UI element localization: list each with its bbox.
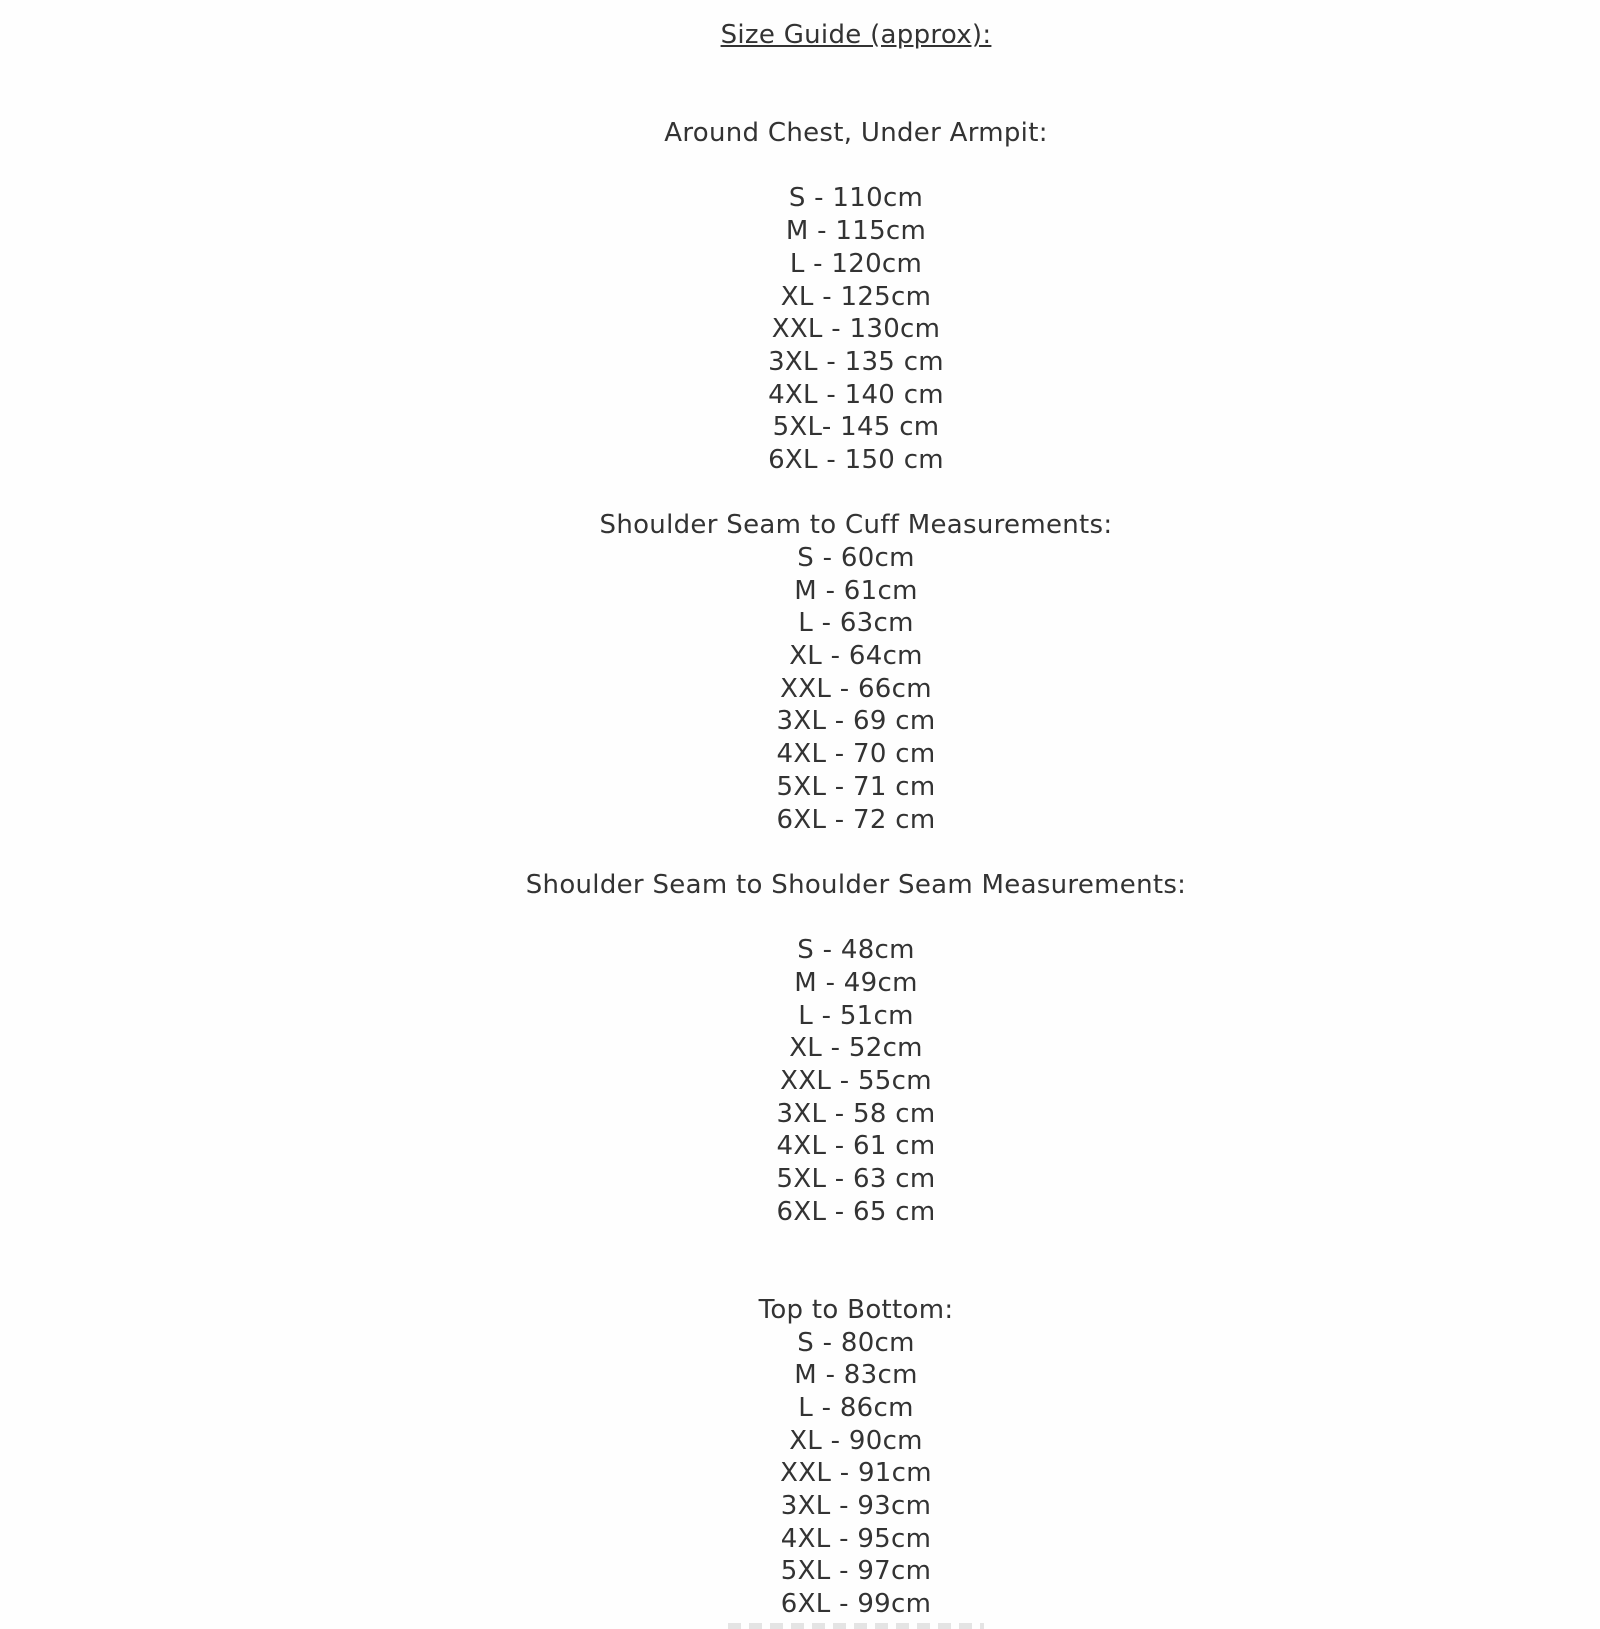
size-line: 6XL - 150 cm (768, 444, 944, 475)
size-line: M - 83cm (794, 1360, 918, 1391)
page-title: Size Guide (approx): (720, 20, 992, 50)
size-guide-sections (112, 84, 1600, 1620)
size-line: 4XL - 140 cm (768, 379, 944, 410)
spacer (112, 150, 1600, 183)
size-line: XL - 90cm (789, 1425, 923, 1456)
spacer (112, 1261, 1600, 1294)
section-heading: Shoulder Seam to Shoulder Seam Measurements: (525, 869, 1187, 900)
size-line: 3XL - 69 cm (776, 706, 936, 737)
size-line: XL - 52cm (789, 1033, 923, 1064)
size-line: L - 51cm (798, 1000, 914, 1031)
size-line: 6XL - 72 cm (776, 804, 936, 835)
size-line: M - 115cm (785, 216, 927, 247)
size-line: L - 86cm (798, 1392, 914, 1423)
size-line: 4XL - 95cm (780, 1523, 932, 1554)
size-line: 4XL - 70 cm (776, 739, 936, 770)
size-line: S - 48cm (797, 935, 915, 966)
size-line: S - 110cm (788, 183, 924, 214)
size-line: 5XL- 145 cm (772, 412, 940, 443)
size-section (112, 117, 1600, 477)
size-section (112, 869, 1600, 1229)
size-line: 4XL - 61 cm (776, 1131, 936, 1162)
size-line: 6XL - 99cm (780, 1589, 932, 1619)
size-line: XL - 64cm (789, 641, 923, 672)
size-line: 5XL - 71 cm (776, 771, 936, 802)
size-line: 5XL - 63 cm (776, 1164, 936, 1195)
size-line: 3XL - 135 cm (768, 346, 944, 377)
size-line: L - 120cm (789, 248, 923, 279)
size-line: 3XL - 58 cm (776, 1098, 936, 1129)
size-line: 5XL - 97cm (780, 1556, 932, 1587)
size-line: XXL - 91cm (780, 1458, 932, 1489)
size-line: M - 61cm (794, 575, 918, 606)
size-line: XXL - 130cm (771, 314, 941, 345)
size-line: S - 80cm (797, 1327, 915, 1358)
spacer (112, 477, 1600, 510)
cut-off-next-line (728, 1623, 984, 1629)
spacer (112, 1228, 1600, 1261)
spacer (112, 836, 1600, 869)
spacer (112, 902, 1600, 935)
size-line: M - 49cm (794, 967, 918, 998)
section-heading: Top to Bottom: (758, 1294, 954, 1325)
section-heading: Shoulder Seam to Cuff Measurements: (599, 510, 1113, 541)
spacer (112, 52, 1600, 85)
size-line: XXL - 66cm (780, 673, 932, 704)
section-heading: Around Chest, Under Armpit: (664, 118, 1048, 149)
size-line: L - 63cm (798, 608, 914, 639)
size-line: XXL - 55cm (780, 1066, 932, 1096)
size-section (112, 1294, 1600, 1621)
size-section (112, 509, 1600, 836)
size-line: 3XL - 93cm (780, 1490, 932, 1521)
spacer (112, 84, 1600, 117)
size-line: S - 60cm (797, 543, 915, 573)
size-line: 6XL - 65 cm (776, 1196, 936, 1227)
size-line: XL - 125cm (780, 281, 932, 312)
